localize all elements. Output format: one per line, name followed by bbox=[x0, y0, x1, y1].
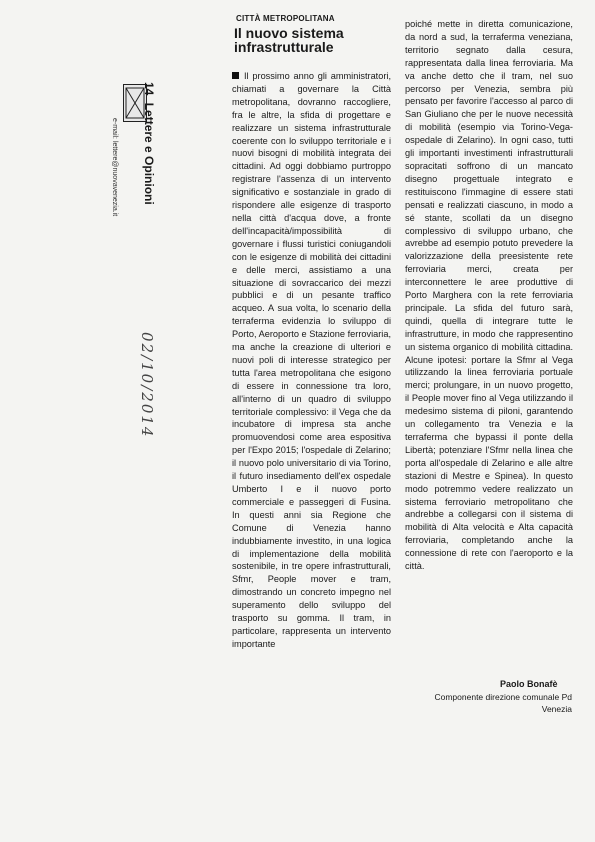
article-column-2: poiché mette in diretta comunicazione, da nord a sud, la terraferma veneziana, territorio segnato dalla cesura, rappresentata dalla linea ferroviaria. Ma va anche detto che il tram, nel suo percorso per Venezia, sembra più pensato per favorire l'accesso al parco di San Giuliano che per le nuove necessità di mobilità (esempio via Torino-Vega-ospedale di Zelarino). In ogni caso, tutti gli importanti investimenti infrastrutturali sopracitati soffrono di un mancato disegno progettuale integrato e restituiscono l'immagine di essere stati pensati e realizzati ciascuno, in modo a sé stante, scollati da un disegno complessivo di sviluppo urbano, che avrebbe ad esempio potuto prevedere la valorizzazione della preesistente rete ferroviaria merci, creata per interconnettere le aree produttive di Porto Marghera con la rete ferroviaria principale. La sfida del futuro sarà, quindi, quella di integrare tutte le infrastrutture, in modo che rappresentino un sistema organico di mobilità cittadina. Alcune ipotesi: portare la Sfmr al Vega utilizzando la linea ferroviaria portuale merci; prolungare, in un nuovo progetto, il People mover fino al Vega utilizzando il medesimo sistema di piloni, garantendo un collegamento tra Venezia e la terraferma che bypassi il ponte della Libertà; potenziare l'Sfmr nella linea che porta all'ospedale di Zelarino e alle altre stazioni di Mestre e Spinea). In questo modo potremmo vedere realizzato un sistema ferroviario metropolitano che andrebbe a collegarsi con il sistema di mobilità di Alta velocità e Alta capacità ferroviaria, completando anche la connessione di rete con l'aeroporto e la città. bbox=[405, 19, 573, 572]
handwritten-date: 02/10/2014 bbox=[138, 332, 156, 439]
article-headline: Il nuovo sistema infrastrutturale bbox=[234, 25, 344, 55]
article-column-1 bbox=[232, 70, 391, 750]
author-role: Componente direzione comunale Pd Venezia bbox=[434, 692, 572, 714]
article-author: Paolo Bonafè bbox=[500, 679, 558, 689]
article-section: CITTÀ METROPOLITANA bbox=[236, 14, 335, 23]
section-name: Lettere e Opinioni bbox=[142, 102, 156, 205]
page-section-label bbox=[142, 82, 156, 205]
bullet-icon bbox=[232, 72, 239, 79]
column-1-text: Il prossimo anno gli amministratori, chiamati a governare la Città metropolitana, dovranno raccogliere, fra le altre, la sfida di progettare e realizzare un sistema infrastrutturale coerente con lo sviluppo territoriale e i nuovi bisogni di mobilità integrata dei cittadini. Ad oggi dobbiamo purtroppo registrare l'assenza di un intervento significativo e sostanziale in grado di rispondere alle esigenze di trasporto nella città d'acqua dove, a fronte dell'incapacità/impossibilità di governare i flussi turistici coniugandoli con le esigenze di mobilità dei cittadini e delle merci, assistiamo a una situazione di sovraccarico dei mezzi pubblici e di un pesante traffico acqueo. A sua volta, lo scenario della terraferma evidenzia lo sviluppo di Porto, Aeroporto e Stazione ferroviaria, ma anche la creazione di ulteriori e nuovi poli di interesse strategico per tutta l'area metropolitana che esigono di essere in connessione tra loro, all'interno di un quadro di sviluppo territoriale complessivo: il Vega che da incubatore di impresa sta anche promuovendosi come area espositiva per l'Expo 2015; l'ospedale di Zelarino; il nuovo polo universitario di via Torino, il futuro insediamento dell'ex ospedale Umberto I e il nuovo porto commerciale e passeggeri di Fusina. In questi anni sia Regione che Comune di Venezia hanno indubbiamente investito, in una logica di implementazione della mobilità sostenibile, in tre opere infrastrutturali, Sfmr, People mover e tram, dimostrando un concreto impegno nel superamento dello sviluppo del trasporto su gomma. Il tram, in particolare, rappresenta un intervento importante bbox=[232, 71, 391, 649]
page-number: 14 bbox=[142, 82, 156, 96]
contact-email: e-mail: lettere@nuovavenezia.it bbox=[111, 118, 118, 217]
